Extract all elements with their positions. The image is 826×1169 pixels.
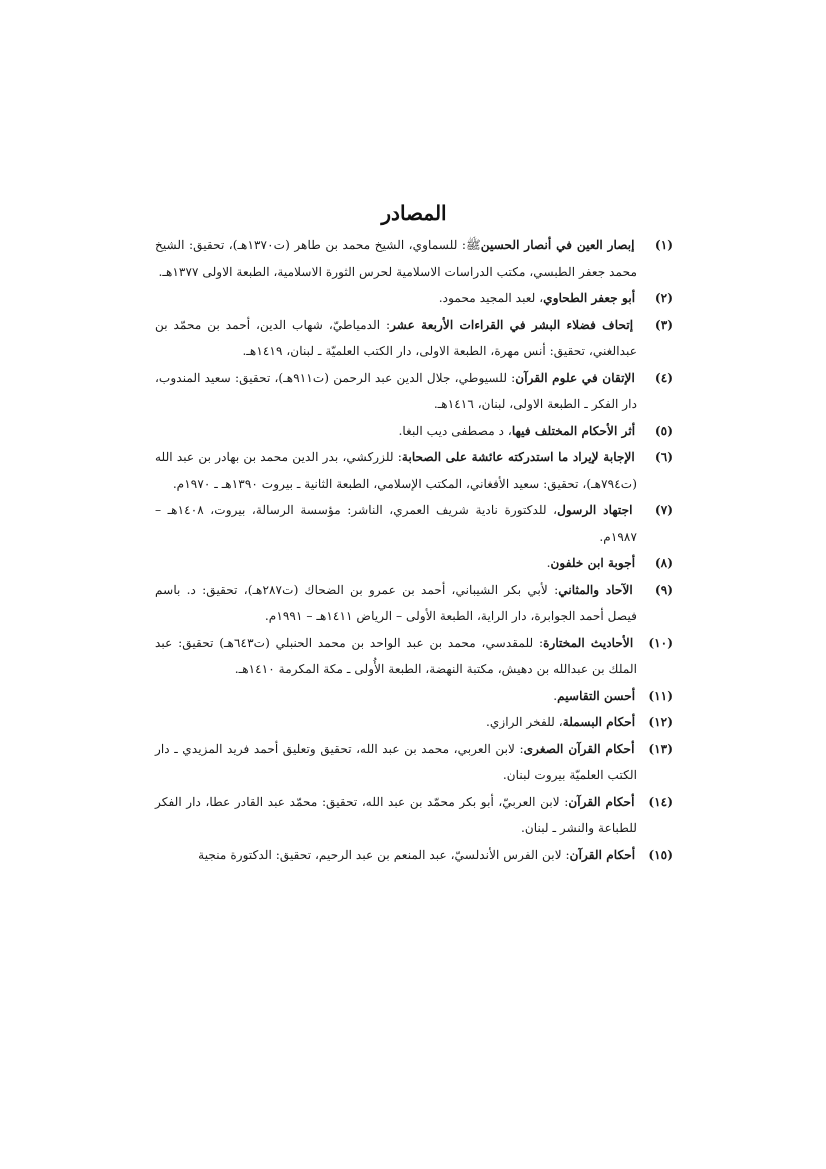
page-title: المصادر — [381, 201, 447, 225]
reference-details: ، د مصطفى ديب البغا. — [398, 423, 512, 438]
reference-number: (٦) — [654, 450, 674, 464]
reference-item — [155, 365, 673, 418]
reference-title: إتحاف فضلاء البشر في القراءات الأربعة عشر — [390, 317, 634, 332]
reference-title: الآحاد والمثاني — [558, 582, 633, 597]
reference-number: (٥) — [654, 423, 673, 438]
reference-details: : لابن الفرس الأندلسيّ، عبد المنعم بن عبد الرحيم، تحقيق: الدكتورة منجية — [198, 847, 570, 862]
reference-item — [155, 232, 673, 285]
reference-details: . — [546, 556, 551, 570]
reference-details: ﷺ: للسماوي، الشيخ محمد بن طاهر (ت١٣٧٠هـ)، تحقيق: الشيخ محمد جعفر الطبسي، مكتب الدراسات الاسلامية لحرس الثورة الاسلامية، الطبعة الاولى ١٣٧٧هـ. — [155, 238, 637, 279]
reference-title: أحكام القرآن الصغرى — [523, 741, 635, 756]
reference-item — [155, 418, 673, 445]
reference-item — [155, 285, 673, 312]
reference-details: : لابن العربي، محمد بن عبد الله، تحقيق وتعليق أحمد فريد المزيدي ـ دار الكتب العلميّة بيروت لبنان. — [155, 741, 637, 782]
reference-details: : لابن العربيّ، أبو بكر محمّد بن عبد الله، تحقيق: محمّد عبد القادر عطا، دار الفكر للطباعة والنشر ـ لبنان. — [155, 794, 637, 835]
reference-number: (٨) — [654, 556, 673, 570]
reference-number: (٩) — [654, 582, 674, 597]
reference-title: أحكام القرآن — [568, 794, 635, 809]
reference-details: : للسيوطي، جلال الدين عبد الرحمن (ت٩١١هـ)، تحقيق: سعيد المندوب، دار الفكر ـ الطبعة الاولى، لبنان، ١٤١٦هـ. — [155, 370, 637, 411]
reference-title: الإتقان في علوم القرآن — [515, 370, 635, 385]
reference-item — [155, 550, 673, 577]
reference-details: ، للفخر الرازي. — [486, 715, 563, 729]
reference-number: (٤) — [654, 370, 674, 385]
reference-title: أحكام البسملة — [562, 715, 636, 729]
reference-number: (١٣) — [648, 741, 673, 756]
reference-details: ، لعبد المجيد محمود. — [438, 291, 544, 305]
reference-details: : الدمياطيّ، شهاب الدين، أحمد بن محمّد بن عبدالغني، تحقيق: أنس مهرة، الطبعة الاولى، دار الكتب العلميّة ـ لبنان، ١٤١٩هـ. — [155, 317, 637, 358]
reference-item — [155, 842, 673, 869]
reference-title: الأحاديث المختارة — [543, 635, 634, 650]
reference-title: إبصار العين في أنصار الحسين — [480, 238, 635, 252]
reference-title: الإجابة لإيراد ما استدركته عائشة على الصحابة — [401, 450, 635, 464]
reference-number: (١٥) — [648, 847, 673, 862]
reference-item — [155, 444, 673, 497]
reference-number: (١١) — [648, 688, 673, 703]
reference-title: أحكام القرآن — [569, 847, 636, 862]
document-page — [155, 196, 673, 868]
reference-title: اجتهاد الرسول — [557, 503, 633, 517]
reference-item — [155, 683, 673, 710]
reference-details: . — [553, 688, 558, 703]
reference-item — [155, 312, 673, 365]
reference-item — [155, 577, 673, 630]
reference-number: (١٢) — [648, 715, 673, 729]
reference-number: (١) — [654, 238, 674, 252]
reference-details: : للمقدسي، محمد بن عبد الواحد بن محمد الحنبلي (ت٦٤٣هـ) تحقيق: عبد الملك بن عبدالله بن دهيش، مكتبة النهضة، الطبعة الأُولى ـ مكة المكرمة ١٤١٠هـ. — [155, 635, 637, 676]
reference-number: (٣) — [654, 317, 674, 332]
reference-number: (٧) — [654, 503, 674, 517]
reference-number: (١٠) — [648, 635, 674, 650]
reference-number: (٢) — [654, 291, 673, 305]
references-list — [155, 232, 673, 868]
reference-title: أبو جعفر الطحاوي — [543, 291, 636, 305]
reference-item — [155, 497, 673, 550]
reference-details: : لأبي بكر الشيباني، أحمد بن عمرو بن الضحاك (ت٢٨٧هـ)، تحقيق: د. باسم فيصل أحمد الجوابرة، دار الراية، الطبعة الأولى – الرياض ١٤١١هـ – ١٩٩١م. — [155, 582, 637, 623]
reference-item — [155, 709, 673, 736]
reference-item — [155, 736, 673, 789]
reference-title: أجوبة ابن خلفون — [550, 556, 636, 570]
reference-title: أثر الأحكام المختلف فيها — [511, 423, 636, 438]
reference-details: : للزركشي، بدر الدين محمد بن بهادر بن عبد الله (ت٧٩٤هـ)، تحقيق: سعيد الأفغاني، المكتب الإسلامي، الطبعة الثانية ـ بيروت ١٣٩٠هـ ـ ١٩٧٠م. — [155, 450, 637, 491]
reference-item — [155, 789, 673, 842]
reference-title: أحسن التقاسيم — [557, 688, 636, 703]
reference-details: ، للدكتورة نادية شريف العمري، الناشر: مؤسسة الرسالة، بيروت، ١٤٠٨هـ – ١٩٨٧م. — [155, 503, 637, 544]
reference-number: (١٤) — [648, 794, 674, 809]
reference-item — [155, 630, 673, 683]
